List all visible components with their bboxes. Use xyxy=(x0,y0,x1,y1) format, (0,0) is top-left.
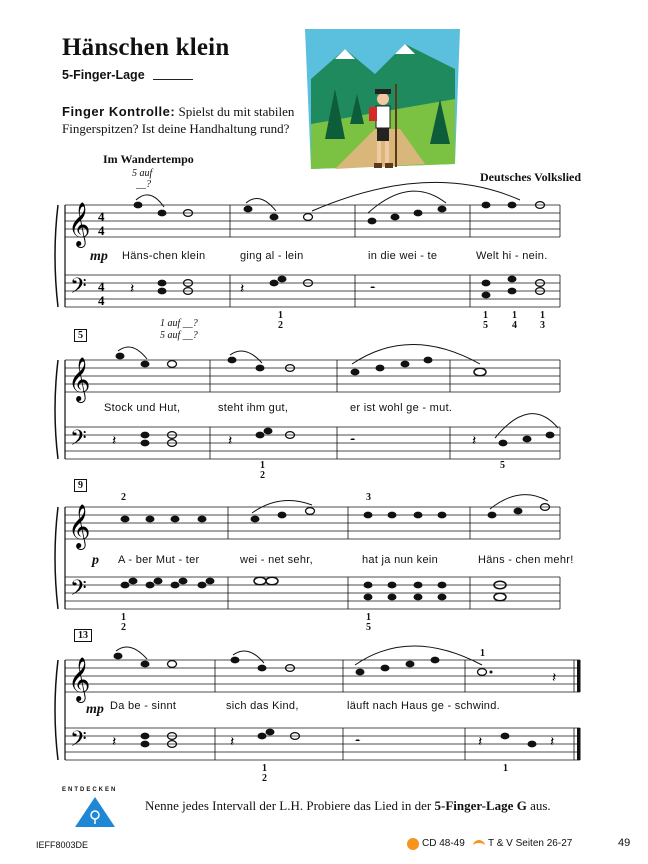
fingering: 2 xyxy=(121,622,126,633)
svg-text:𝄞: 𝄞 xyxy=(68,657,91,701)
tv-reference: T & V Seiten 26-27 xyxy=(488,838,573,849)
tempo-marking: Im Wandertempo xyxy=(103,152,194,166)
fingering: 2 xyxy=(278,320,283,331)
fingering: 1 xyxy=(512,310,517,321)
svg-text:𝄽: 𝄽 xyxy=(472,433,477,449)
lyrics-s1-m2: ging al - lein xyxy=(240,250,304,262)
composer: Deutsches Volkslied xyxy=(480,170,582,184)
fingering: 1 xyxy=(262,763,267,774)
finger-control-text xyxy=(62,103,302,137)
page-number: 49 xyxy=(618,837,631,849)
svg-text:𝄽: 𝄽 xyxy=(552,670,557,686)
entdecken-badge-label: ENTDECKEN xyxy=(62,787,118,793)
fingering: 5 xyxy=(483,320,488,331)
fingering: 1 xyxy=(278,310,283,321)
lyrics-s3-m1: A - ber Mut - ter xyxy=(118,554,200,566)
lyrics-s2-m3: er ist wohl ge - mut. xyxy=(350,402,453,414)
page-title: Hänschen klein xyxy=(62,34,230,61)
fingering: 4 xyxy=(512,320,517,331)
svg-text:𝄢: 𝄢 xyxy=(70,426,87,456)
measure-number-9: 9 xyxy=(74,479,87,492)
svg-text:𝄞: 𝄞 xyxy=(68,202,91,246)
cd-reference: CD 48-49 xyxy=(422,838,465,849)
svg-text:𝄽: 𝄽 xyxy=(112,433,117,449)
lyrics-s3-m3: hat ja nun kein xyxy=(362,554,439,566)
fingering: 2 xyxy=(121,492,126,503)
fingering: 1 xyxy=(121,612,126,623)
fingering: 1 xyxy=(483,310,488,321)
svg-text:𝄼: 𝄼 xyxy=(350,433,356,449)
svg-text:𝄽: 𝄽 xyxy=(478,734,483,750)
svg-text:𝄽: 𝄽 xyxy=(550,734,555,750)
svg-text:𝄽: 𝄽 xyxy=(130,281,135,297)
dynamic-p: p xyxy=(92,553,99,568)
lyrics-s3-m4: Häns - chen mehr! xyxy=(478,554,574,566)
lyrics-s3-m2: wei - net sehr, xyxy=(240,554,313,566)
fingering: 3 xyxy=(366,492,371,503)
fingering: 5 xyxy=(366,622,371,633)
lyrics-s4-m1: Da be - sinnt xyxy=(110,700,177,712)
lyrics-s1-m4: Welt hi - nein. xyxy=(476,250,548,262)
entdecken-icon xyxy=(75,797,115,827)
fingering: 2 xyxy=(260,470,265,481)
fingering: 1 xyxy=(260,460,265,471)
fingering: 2 xyxy=(262,773,267,784)
catalog-code: IEFF8003DE xyxy=(36,840,89,850)
svg-text:4: 4 xyxy=(98,279,105,294)
svg-text:𝄽: 𝄽 xyxy=(112,734,117,750)
fingering: 1 xyxy=(540,310,545,321)
lyrics-s4-m2: sich das Kind, xyxy=(226,700,299,712)
svg-text:𝄢: 𝄢 xyxy=(70,274,87,304)
lyrics-s1-m3: in die wei - te xyxy=(368,250,438,262)
svg-text:𝄼: 𝄼 xyxy=(355,734,361,750)
page-subtitle: 5-Finger-Lage xyxy=(62,68,193,82)
svg-text:𝄽: 𝄽 xyxy=(240,281,245,297)
fingering: 1 xyxy=(480,648,485,659)
annotation-1-auf: 1 auf __? xyxy=(160,318,198,329)
annotation-blank: __? xyxy=(136,179,151,190)
finger-control-label: Finger Kontrolle: xyxy=(62,104,176,119)
fingering: 1 xyxy=(366,612,371,623)
svg-text:𝄢: 𝄢 xyxy=(70,576,87,606)
tv-icon xyxy=(473,840,485,851)
lyrics-s4-m3: läuft nach Haus ge - schwind. xyxy=(347,700,500,712)
annotation-5-auf-lh: 5 auf __? xyxy=(160,330,198,341)
lyrics-s2-m2: steht ihm gut, xyxy=(218,402,289,414)
annotation-5-auf: 5 auf xyxy=(132,168,153,179)
svg-text:𝄞: 𝄞 xyxy=(68,504,91,548)
svg-text:𝄽: 𝄽 xyxy=(230,734,235,750)
dynamic-mp: mp xyxy=(90,249,108,264)
measure-number-5: 5 xyxy=(74,329,87,342)
svg-text:𝄢: 𝄢 xyxy=(70,727,87,757)
svg-text:4: 4 xyxy=(98,209,105,224)
svg-text:𝄼: 𝄼 xyxy=(370,281,376,297)
svg-text:4: 4 xyxy=(98,293,105,308)
finger-control-question: Spielst du mit stabilen Fingerspitzen? Ist deine Handhaltung rund? xyxy=(62,104,295,136)
svg-text:𝄞: 𝄞 xyxy=(68,357,91,401)
fingering: 3 xyxy=(540,320,545,331)
cd-icon xyxy=(407,838,419,850)
measure-number-13: 13 xyxy=(74,629,92,642)
fingering: 1 xyxy=(503,763,508,774)
svg-text:4: 4 xyxy=(98,223,105,238)
fingering: 5 xyxy=(500,460,505,471)
svg-text:𝄽: 𝄽 xyxy=(228,433,233,449)
lyrics-s2-m1: Stock und Hut, xyxy=(104,402,181,414)
dynamic-mp-2: mp xyxy=(86,702,104,717)
footer-instruction: Nenne jedes Intervall der L.H. Probiere das Lied in der 5-Finger-Lage G aus. xyxy=(145,798,551,813)
lyrics-s1-m1: Häns-chen klein xyxy=(122,250,206,262)
